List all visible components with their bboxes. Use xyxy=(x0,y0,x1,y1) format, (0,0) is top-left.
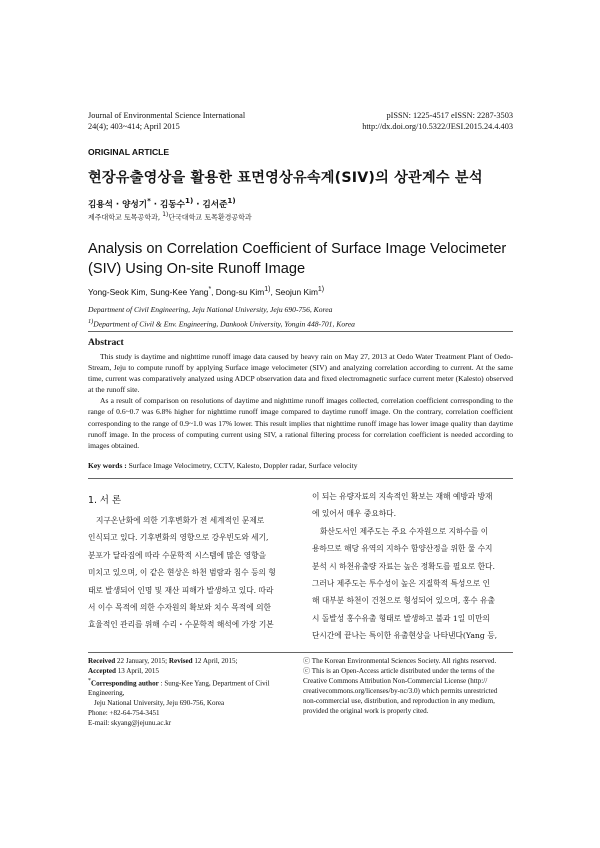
license-line: provided the original work is properly cited. xyxy=(303,707,429,715)
english-title xyxy=(88,239,518,279)
body-line: 지구온난화에 의한 기후변화가 전 세계적인 문제로 xyxy=(96,516,265,525)
body-line: 용하므로 해당 유역의 지하수 함양산정을 위한 물 수지 xyxy=(312,544,493,554)
body-column-left xyxy=(88,512,296,634)
english-affiliation-2-text: Department of Civil & Env. Engineering, Dankook University, Yongin 448-701, Korea xyxy=(93,319,355,329)
journal-header-left xyxy=(88,111,245,132)
english-affiliations xyxy=(88,304,355,330)
body-line: 미치고 있으며, 이 같은 현상은 하천 범람과 침수 등의 형 xyxy=(88,568,276,578)
body-line: 분석 시 하천유출량 자료는 높은 정확도를 필요로 한다. xyxy=(312,561,495,571)
korean-affiliation-1: 제주대학교 토목공학과, xyxy=(88,213,163,222)
english-author-3: , Seojun Kim xyxy=(270,286,318,297)
body-line: 분포가 달라짐에 따라 수문학적 시스템에 많은 영향을 xyxy=(88,550,267,560)
author-superscript: * xyxy=(208,286,212,293)
abstract-paragraph-1: This study is daytime and nighttime runoff image data caused by heavy rain on May 27, 2013 at Oedo Water Treatment Plant of Oedo-Stream, Jeju to compute runoff by applying Surface image velocimeter (SIV) and analyzing correlation according to current. At the same time, current was comparatively analyzed using ADCP observation data and fixed electromagnetic surface current meter (Kalesto) observed at the runoff site. xyxy=(88,352,513,395)
journal-name: Journal of Environmental Science International xyxy=(88,111,246,120)
body-line: 효율적인 관리를 위해 수리・수문학적 해석에 가장 기본 xyxy=(88,620,274,630)
english-title-line-2: (SIV) Using On-site Runoff Image xyxy=(88,261,306,277)
received-date: 22 January, 2015; xyxy=(115,657,169,665)
korean-author-3: · 김서준 xyxy=(193,199,228,210)
author-superscript: 1) xyxy=(227,196,236,205)
corresponding-text: : Sung-Kee Yang, Department of Civil Engineering, xyxy=(88,679,270,698)
body-line: 인식되고 있다. 기후변화의 영향으로 강우빈도와 세기, xyxy=(88,533,269,543)
license-line: creativecommons.org/licenses/by-nc/3.0) which permits unrestricted xyxy=(303,687,498,695)
korean-title: 현장유출영상을 활용한 표면영상유속계(SIV)의 상관계수 분석 xyxy=(88,170,483,186)
corresponding-address: Jeju National University, Jeju 690-756, Korea xyxy=(94,699,225,708)
english-affiliation-1: Department of Civil Engineering, Jeju National University, Jeju 690-756, Korea xyxy=(88,305,333,314)
english-title-line-1: Analysis on Correlation Coefficient of Surface Image Velocimeter xyxy=(88,241,507,257)
footnote-left xyxy=(88,656,298,728)
author-superscript: 1) xyxy=(184,196,194,205)
doi-link[interactable]: http://dx.doi.org/10.5322/JESI.2015.24.4.403 xyxy=(362,121,513,131)
article-type: ORIGINAL ARTICLE xyxy=(88,147,170,157)
corresponding-line xyxy=(88,676,298,698)
korean-affiliation-2: 단국대학교 토목환경공학과 xyxy=(168,213,252,222)
abstract-paragraph-2: As a result of comparison on resolutions of daytime and nighttime runoff images collected, correlation coefficient corresponding to the range of 0.6~0.7 was 6.8% higher for nighttime runoff image compared to daytime runoff image. On the contrary, correlation coefficient corresponding to the range of 0.9~1.0 was 17% lower. This result implies that nighttime runoff image has lower image quality than daytime runoff image. In the process of computing current using SIV, a rational filtering process for correlation coefficient is needed according to images obtained. xyxy=(88,396,513,450)
issue-info: 24(4); 403~414; April 2015 xyxy=(88,121,180,131)
copyright-line: ⓒ The Korean Environmental Sciences Society. All rights reserved. xyxy=(303,657,497,665)
issn: pISSN: 1225-4517 eISSN: 2287-3503 xyxy=(386,111,513,120)
body-line: 단시간에 끝나는 특이한 유출현상을 나타낸다(Yang 등, xyxy=(312,631,498,641)
english-author-2: , Dong-su Kim xyxy=(211,286,265,297)
affiliation-superscript: 1) xyxy=(162,212,169,218)
license-line: non-commercial use, distribution, and reproduction in any medium, xyxy=(303,697,495,705)
journal-header-right xyxy=(362,111,513,132)
section-heading: 1. 서 론 xyxy=(88,495,122,506)
korean-author-1: 김용석 · 양성기 xyxy=(88,199,148,210)
body-line: 이 되는 유량자료의 지속적인 확보는 재해 예방과 방재 xyxy=(312,492,493,501)
footnote-right xyxy=(303,656,515,716)
body-line: 시 돌발성 홍수유출 형태로 발생하고 불과 1일 미만의 xyxy=(312,613,490,623)
body-column-right xyxy=(312,488,520,645)
english-authors xyxy=(88,286,324,297)
license-line: Creative Commons Attribution Non-Commercial License (http:// xyxy=(303,677,488,685)
body-line: 에 있어서 매우 중요하다. xyxy=(312,509,397,519)
author-superscript: 1) xyxy=(264,286,271,293)
keywords xyxy=(88,461,358,470)
korean-affiliation xyxy=(88,212,252,222)
title-divider xyxy=(88,331,513,332)
body-line: 해 대부분 하천이 건천으로 형성되어 있으며, 홍수 유출 xyxy=(312,596,495,606)
corresponding-label: Corresponding author xyxy=(90,679,159,688)
author-superscript: 1) xyxy=(317,286,325,293)
revised-date: 12 April, 2015; xyxy=(192,657,238,665)
keywords-label: Key words : xyxy=(88,461,127,470)
accepted-date: 13 April, 2015 xyxy=(115,667,159,675)
corresponding-phone: Phone: +82-64-754-3451 xyxy=(88,709,160,718)
abstract-heading: Abstract xyxy=(88,337,124,348)
footnote-divider xyxy=(88,652,513,653)
korean-author-2: · 김동수 xyxy=(150,199,185,210)
accepted-line xyxy=(88,666,298,676)
keywords-text: Surface Image Velocimetry, CCTV, Kalesto, Doppler radar, Surface velocity xyxy=(126,461,358,470)
korean-authors xyxy=(88,196,236,210)
body-line: 태로 발생되어 인명 및 재산 피해가 발생하고 있다. 따라 xyxy=(88,585,274,595)
body-line: 화산도서인 제주도는 주요 수자원으로 지하수를 이 xyxy=(320,526,489,536)
body-line: 그러나 제주도는 투수성이 높은 지질학적 특성으로 인 xyxy=(312,579,491,589)
revised-label: Revised xyxy=(168,657,193,665)
corresponding-email[interactable]: E-mail: skyang@jejunu.ac.kr xyxy=(88,719,172,728)
abstract-divider xyxy=(88,478,513,479)
english-author-1: Yong-Seok Kim, Sung-Kee Yang xyxy=(88,286,209,297)
accepted-label: Accepted xyxy=(88,667,116,675)
author-superscript: * xyxy=(147,196,151,205)
english-affiliation-2 xyxy=(88,316,355,330)
abstract-body xyxy=(88,351,513,451)
license-line: ⓒ This is an Open-Access article distributed under the terms of the xyxy=(303,667,495,675)
affiliation-superscript: 1) xyxy=(88,317,94,325)
body-line: 서 이수 목적에 의한 수자원의 확보와 치수 목적에 의한 xyxy=(88,603,271,613)
corresponding-superscript: * xyxy=(88,678,91,684)
received-line xyxy=(88,656,298,666)
received-label: Received xyxy=(88,657,116,665)
